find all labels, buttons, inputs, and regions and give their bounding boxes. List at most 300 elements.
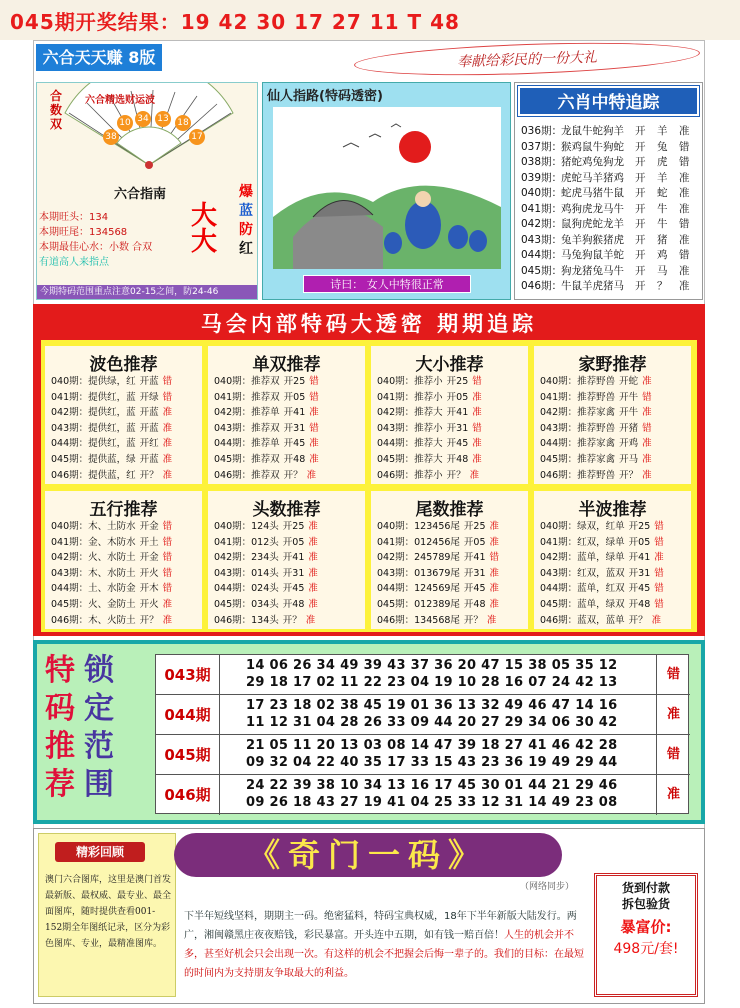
zodiac-cell-a: 鸡 bbox=[657, 249, 668, 261]
recommend-cell-k: 开25 bbox=[283, 376, 306, 387]
recommend-cell-r: 准 bbox=[489, 599, 500, 610]
recommend-cell-r: 准 bbox=[162, 454, 173, 465]
lock-cell-p: 045期 bbox=[156, 735, 220, 775]
recommend-cell-k: 开马 bbox=[619, 454, 639, 465]
ad-lines bbox=[597, 880, 695, 912]
recommend-cell-t: 提供红，蓝 bbox=[88, 438, 136, 450]
recommend-cell-k: 开蛇 bbox=[619, 376, 639, 387]
zodiac-cell-p: 038期： bbox=[521, 156, 563, 168]
recommend-row bbox=[377, 374, 482, 390]
lock-row bbox=[156, 735, 690, 775]
zodiac-cell-k: 开 bbox=[635, 187, 646, 199]
lock-char: 荐 bbox=[45, 767, 75, 802]
recommend-row bbox=[540, 581, 664, 597]
zodiac-cell-r: 错 bbox=[679, 249, 690, 261]
recommend-cell-t: 推荐野兽 bbox=[577, 469, 616, 481]
recommend-cell-k: 开蓝 bbox=[139, 407, 159, 419]
recommend-cell-r: 错 bbox=[162, 521, 173, 532]
recommend-cell-k: 开蓝 bbox=[139, 376, 159, 387]
big-characters: 大大 bbox=[191, 201, 218, 257]
recommend-cell-r: 准 bbox=[642, 438, 652, 450]
recommend-cell-k: 开31 bbox=[463, 567, 486, 579]
recommend-cell-k: 开木 bbox=[139, 583, 159, 595]
recommend-row bbox=[377, 436, 482, 452]
recommend-cell-r: 错 bbox=[162, 552, 173, 564]
ad-line: 货到付款 bbox=[621, 881, 670, 895]
recommend-cell-t: 红双，绿单 bbox=[577, 536, 625, 548]
bao-char: 爆 bbox=[239, 184, 253, 200]
recommend-cell-t: 推荐小 bbox=[414, 391, 443, 403]
recommend-box bbox=[371, 491, 528, 629]
recommend-row bbox=[214, 436, 319, 452]
zodiac-cell-k: 开 bbox=[635, 156, 646, 168]
recommend-cell-k: 开31 bbox=[283, 422, 306, 434]
recommend-cell-p: 041期： bbox=[214, 391, 252, 403]
recommend-cell-r: 准 bbox=[469, 469, 480, 481]
guide-line: 本期旺尾：134568 bbox=[39, 227, 128, 238]
recommend-cell-r: 准 bbox=[472, 407, 482, 419]
recommend-cell-t: 推荐大 bbox=[414, 407, 443, 419]
recommend-cell-p: 044期： bbox=[51, 438, 89, 450]
lock-table bbox=[155, 654, 689, 814]
zodiac-cell-k: 开 bbox=[635, 202, 646, 215]
zodiac-cell-z: 狗龙猪兔马牛 bbox=[561, 264, 624, 277]
zodiac-cell-k: 开 bbox=[635, 140, 646, 153]
zodiac-cell-z: 鼠狗虎蛇龙羊 bbox=[561, 218, 624, 230]
recommend-cell-k: 开05 bbox=[628, 536, 651, 548]
recommend-cell-p: 040期： bbox=[51, 376, 89, 387]
zodiac-cell-p: 046期： bbox=[521, 280, 563, 292]
zodiac-cell-k: 开 bbox=[635, 249, 646, 261]
recommend-cell-t: 014头 bbox=[251, 567, 279, 579]
recommend-cell-k: 开25 bbox=[282, 521, 305, 532]
recommend-row bbox=[377, 452, 482, 468]
recommend-cell-k: 开31 bbox=[446, 422, 469, 434]
recommend-cell-k: 开金 bbox=[139, 521, 159, 532]
recommend-cell-k: 开41 bbox=[446, 407, 469, 419]
lock-cell-r: 错 bbox=[656, 735, 690, 775]
lock-char: 推 bbox=[45, 729, 75, 764]
recommend-box-title: 头数推荐 bbox=[252, 500, 321, 520]
recommend-cell-p: 046期： bbox=[377, 614, 415, 626]
recommend-cell-r: 准 bbox=[489, 536, 500, 548]
recommend-cell-p: 044期： bbox=[214, 583, 252, 595]
recommend-cell-r: 准 bbox=[489, 521, 500, 532]
recommend-cell-k: 开牛 bbox=[619, 407, 639, 419]
recommend-cell-k: 开红 bbox=[139, 438, 159, 450]
recommend-cell-p: 044期： bbox=[377, 583, 415, 595]
recommend-cell-k: 开？ bbox=[463, 614, 483, 626]
recommend-cell-r: 准 bbox=[472, 454, 482, 465]
network-sync-label: （网络同步） bbox=[520, 882, 575, 892]
recommend-row bbox=[51, 436, 172, 452]
recommend-cell-k: 开48 bbox=[282, 599, 305, 610]
recommend-cell-r: 错 bbox=[472, 376, 482, 387]
recommend-cell-k: 开25 bbox=[463, 521, 486, 532]
guide-line: 本期旺头：134 bbox=[39, 212, 109, 223]
recommend-cell-r: 准 bbox=[308, 567, 318, 579]
recommend-cell-t: 推荐单 bbox=[251, 407, 280, 419]
recommend-cell-p: 041期： bbox=[540, 536, 578, 548]
price-value: 498元/套! bbox=[613, 941, 679, 957]
recommend-cell-k: 开25 bbox=[446, 376, 469, 387]
lock-char: 范 bbox=[84, 729, 114, 764]
zodiac-cell-z: 蛇虎马猪牛鼠 bbox=[561, 187, 624, 199]
recommend-cell-t: 木、土防水 bbox=[88, 521, 136, 532]
zodiac-cell-r: 错 bbox=[679, 156, 690, 168]
recommend-cell-t: 蓝单，绿单 bbox=[577, 552, 625, 564]
recommend-cell-k: 开45 bbox=[463, 583, 486, 595]
lock-cell-n2: 29 18 17 02 11 22 23 04 19 10 28 16 07 24 42 13 bbox=[246, 675, 618, 690]
zodiac-cell-r: 准 bbox=[679, 171, 690, 184]
recommend-row bbox=[540, 535, 664, 551]
recommend-row bbox=[214, 390, 319, 406]
zodiac-cell-z: 龙鼠牛蛇狗羊 bbox=[561, 125, 624, 137]
recommend-cell-p: 045期： bbox=[377, 454, 415, 465]
recommend-row bbox=[214, 550, 318, 566]
lock-char: 码 bbox=[45, 691, 75, 726]
recommend-row bbox=[377, 421, 482, 437]
recommend-cell-k: 开31 bbox=[628, 567, 651, 579]
zodiac-cell-p: 037期： bbox=[521, 140, 563, 153]
recommend-cell-p: 040期： bbox=[51, 521, 89, 532]
recommend-cell-k: 开48 bbox=[463, 599, 486, 610]
recommend-cell-r: 错 bbox=[162, 536, 173, 548]
lock-cell-n1: 14 06 26 34 49 39 43 37 36 20 47 15 38 05 35 12 bbox=[246, 658, 618, 673]
zodiac-cell-p: 039期： bbox=[521, 171, 563, 184]
recommend-cell-p: 042期： bbox=[540, 552, 578, 564]
fan-ball: 13 bbox=[155, 111, 171, 127]
lock-label-left bbox=[45, 652, 75, 804]
recommend-cell-t: 金、木防水 bbox=[88, 536, 136, 548]
recommend-cell-r: 准 bbox=[642, 469, 652, 481]
immortal-illustration bbox=[273, 107, 501, 269]
recommend-cell-t: 134568尾 bbox=[414, 614, 460, 626]
zodiac-tracker-panel bbox=[514, 82, 703, 300]
lock-row bbox=[156, 775, 690, 815]
review-title: 精彩回顾 bbox=[55, 842, 145, 862]
zodiac-cell-k: 开 bbox=[635, 280, 646, 292]
recommend-cell-k: 开05 bbox=[283, 391, 306, 403]
recommend-cell-k: 开41 bbox=[628, 552, 651, 564]
recommend-row bbox=[540, 374, 652, 390]
recommend-row bbox=[214, 519, 318, 535]
recommend-cell-p: 041期： bbox=[51, 391, 89, 403]
recommend-row bbox=[540, 421, 652, 437]
recommend-cell-r: 准 bbox=[489, 567, 500, 579]
recommend-cell-r: 准 bbox=[309, 454, 319, 465]
recommend-cell-t: 012456尾 bbox=[414, 536, 460, 548]
recommend-row bbox=[51, 581, 172, 597]
recommend-cell-r: 准 bbox=[309, 407, 319, 419]
recommend-cell-t: 推荐家禽 bbox=[577, 407, 616, 419]
lock-char: 锁 bbox=[84, 653, 114, 688]
recommend-cell-r: 准 bbox=[162, 422, 173, 434]
lock-range-inner bbox=[37, 644, 701, 820]
recommend-box-title: 尾数推荐 bbox=[415, 500, 484, 520]
recommend-row bbox=[377, 581, 499, 597]
recommend-cell-r: 准 bbox=[162, 407, 173, 419]
qimen-banner: 《奇门一码》 bbox=[174, 833, 562, 877]
results-title: 045期开奖结果：19 42 30 17 27 11 T 48 bbox=[10, 10, 460, 34]
recommend-cell-r: 错 bbox=[654, 583, 664, 595]
recommend-cell-k: 开41 bbox=[282, 552, 305, 564]
recommend-cell-t: 蓝单，绿双 bbox=[577, 599, 625, 610]
recommend-cell-p: 045期： bbox=[540, 599, 578, 610]
lock-range-section bbox=[33, 640, 705, 824]
recommend-cell-t: 推荐家禽 bbox=[577, 438, 616, 450]
recommend-row bbox=[51, 390, 172, 406]
fan-ball: 38 bbox=[103, 129, 119, 145]
recommend-cell-r: 准 bbox=[472, 438, 482, 450]
recommend-box-title: 波色推荐 bbox=[89, 355, 158, 375]
recommend-row bbox=[540, 519, 664, 535]
recommend-row bbox=[377, 535, 499, 551]
recommend-cell-p: 043期： bbox=[540, 567, 578, 579]
bao-char: 红 bbox=[239, 241, 253, 257]
recommend-row bbox=[51, 519, 172, 535]
zodiac-cell-r: 准 bbox=[679, 264, 690, 277]
recommend-row bbox=[214, 535, 318, 551]
zodiac-cell-k: 开 bbox=[635, 233, 646, 246]
zodiac-cell-a: ？ bbox=[657, 280, 668, 292]
recommend-cell-p: 044期： bbox=[540, 583, 578, 595]
recommend-cell-r: 错 bbox=[309, 422, 319, 434]
recommend-cell-t: 推荐小 bbox=[414, 422, 443, 434]
recommend-box-title: 半波推荐 bbox=[578, 500, 647, 520]
recommend-row bbox=[540, 390, 652, 406]
recommend-cell-t: 提供红，蓝 bbox=[88, 407, 136, 419]
recommend-row bbox=[51, 597, 172, 613]
lock-cell-n1: 21 05 11 20 13 03 08 14 47 39 18 27 41 46 42 28 bbox=[246, 738, 618, 753]
recommend-cell-r: 错 bbox=[654, 521, 664, 532]
zodiac-cell-z: 猪蛇鸡兔狗龙 bbox=[561, 156, 624, 168]
zodiac-cell-p: 043期： bbox=[521, 233, 563, 246]
recommend-row bbox=[51, 452, 172, 468]
recommend-cell-p: 040期： bbox=[377, 376, 415, 387]
recommend-cell-t: 推荐家禽 bbox=[577, 454, 616, 465]
insider-section bbox=[33, 304, 705, 636]
recommend-cell-r: 错 bbox=[654, 599, 664, 610]
recommend-box bbox=[208, 491, 365, 629]
review-text: 澳门六合图库，这里是澳门首发最新版、最权威、最专业、最全面图库，随时提供查看001-152期全年图纸记录，区分为彩色图库、专业，最精准图库。 bbox=[45, 875, 172, 949]
fan-title: 六合精选财运波 bbox=[85, 95, 155, 106]
zodiac-cell-z: 兔羊狗猴猪虎 bbox=[561, 233, 624, 246]
recommend-cell-r: 错 bbox=[309, 391, 319, 403]
recommend-cell-r: 准 bbox=[162, 599, 173, 610]
zodiac-cell-k: 开 bbox=[635, 125, 646, 137]
price-ad bbox=[594, 873, 698, 997]
recommend-cell-k: 开45 bbox=[283, 438, 306, 450]
recommend-cell-p: 040期： bbox=[214, 376, 252, 387]
recommend-cell-k: 开猪 bbox=[619, 422, 639, 434]
recommend-cell-p: 043期： bbox=[214, 567, 252, 579]
recommend-cell-t: 013679尾 bbox=[414, 567, 460, 579]
recommend-cell-r: 准 bbox=[308, 536, 318, 548]
range-note: 今期特码范围重点注意02-15之间，防24-46 bbox=[37, 285, 257, 299]
recommend-cell-k: 开05 bbox=[282, 536, 305, 548]
recommend-cell-t: 012389尾 bbox=[414, 599, 460, 610]
zodiac-cell-k: 开 bbox=[635, 171, 646, 184]
lock-label-right bbox=[79, 652, 119, 804]
recommend-cell-k: 开48 bbox=[446, 454, 469, 465]
recommend-cell-p: 046期： bbox=[214, 469, 252, 481]
recommend-cell-k: 开05 bbox=[446, 391, 469, 403]
recommend-row bbox=[51, 566, 172, 582]
zodiac-cell-r: 准 bbox=[679, 125, 690, 137]
insider-title: 马会内部特码大透密 期期追踪 bbox=[200, 311, 538, 336]
zodiac-cell-p: 040期： bbox=[521, 187, 563, 199]
zodiac-cell-k: 开 bbox=[635, 218, 646, 230]
guide-panel bbox=[36, 82, 258, 300]
recommend-cell-r: 错 bbox=[489, 552, 500, 564]
recommend-cell-k: 开45 bbox=[628, 583, 651, 595]
recommend-cell-k: 开25 bbox=[628, 521, 651, 532]
recommend-cell-p: 040期： bbox=[540, 376, 578, 387]
recommend-cell-k: 开？ bbox=[619, 469, 639, 481]
recommend-cell-t: 火、水防土 bbox=[88, 552, 136, 564]
recommend-row bbox=[377, 566, 499, 582]
recommend-cell-p: 040期： bbox=[214, 521, 252, 532]
recommend-cell-r: 准 bbox=[162, 438, 173, 450]
zodiac-cell-r: 准 bbox=[679, 202, 690, 215]
recommend-row bbox=[214, 468, 316, 484]
recommend-cell-k: 开45 bbox=[446, 438, 469, 450]
recommend-row bbox=[51, 535, 172, 551]
recommend-cell-t: 提供红，蓝 bbox=[88, 391, 136, 403]
recommend-cell-k: 开牛 bbox=[619, 391, 639, 403]
recommend-cell-r: 准 bbox=[308, 552, 318, 564]
recommend-row bbox=[540, 452, 652, 468]
recommend-cell-r: 错 bbox=[162, 567, 173, 579]
recommend-cell-t: 推荐双 bbox=[251, 422, 280, 434]
recommend-cell-k: 开绿 bbox=[139, 391, 159, 403]
recommend-cell-p: 043期： bbox=[540, 422, 578, 434]
heshu-label: 合数双 bbox=[49, 89, 62, 131]
zodiac-cell-p: 042期： bbox=[521, 218, 563, 230]
recommend-cell-r: 错 bbox=[642, 422, 652, 434]
recommend-row bbox=[377, 468, 479, 484]
recommend-cell-t: 推荐野兽 bbox=[577, 376, 616, 387]
recommend-cell-r: 错 bbox=[472, 422, 482, 434]
recommend-cell-k: 开41 bbox=[463, 552, 486, 564]
lock-cell-p: 046期 bbox=[156, 775, 220, 815]
recommend-cell-r: 准 bbox=[308, 521, 318, 532]
recommend-cell-t: 推荐小 bbox=[414, 469, 443, 481]
recommend-grid bbox=[41, 340, 697, 632]
lock-cell-n2: 11 12 31 04 28 26 33 09 44 20 27 29 34 06 30 42 bbox=[246, 715, 618, 730]
recommend-cell-p: 040期： bbox=[540, 521, 578, 532]
recommend-cell-p: 041期： bbox=[377, 391, 415, 403]
recommend-box-title: 家野推荐 bbox=[578, 355, 647, 375]
ad-line: 拆包验货 bbox=[621, 897, 670, 911]
recommend-cell-r: 准 bbox=[162, 614, 173, 626]
recommend-cell-r: 准 bbox=[308, 583, 318, 595]
recommend-cell-k: 开鸡 bbox=[619, 438, 639, 450]
recommend-cell-t: 234头 bbox=[251, 552, 279, 564]
recommend-row bbox=[214, 452, 319, 468]
fan-ball: 18 bbox=[175, 115, 191, 131]
lock-cell-r: 错 bbox=[656, 655, 690, 695]
recommend-cell-t: 245789尾 bbox=[414, 552, 460, 564]
recommend-cell-r: 准 bbox=[642, 376, 652, 387]
recommend-cell-r: 准 bbox=[642, 454, 652, 465]
recommend-cell-t: 134头 bbox=[251, 614, 279, 626]
recommend-cell-t: 推荐野兽 bbox=[577, 422, 616, 434]
recommend-cell-t: 蓝双，蓝单 bbox=[577, 614, 625, 626]
lock-cell-n1: 17 23 18 02 38 45 19 01 36 13 32 49 46 47 14 16 bbox=[246, 698, 618, 713]
recommend-cell-p: 042期： bbox=[540, 407, 578, 419]
recommend-cell-t: 土、水防金 bbox=[88, 583, 136, 595]
recommend-cell-r: 错 bbox=[642, 391, 652, 403]
recommend-box bbox=[45, 346, 202, 484]
zodiac-cell-a: 马 bbox=[657, 264, 668, 277]
recommend-cell-k: 开？ bbox=[446, 469, 466, 481]
recommend-cell-r: 准 bbox=[486, 614, 497, 626]
guide-title: 六合指南 bbox=[113, 187, 166, 202]
recommend-cell-p: 042期： bbox=[377, 407, 415, 419]
recommend-row bbox=[214, 613, 315, 629]
recommend-cell-p: 045期： bbox=[214, 454, 252, 465]
lock-char: 定 bbox=[84, 691, 114, 726]
recommend-cell-p: 046期： bbox=[51, 614, 89, 626]
recommend-row bbox=[377, 613, 496, 629]
recommend-cell-t: 推荐双 bbox=[251, 454, 280, 465]
recommend-row bbox=[214, 581, 318, 597]
recommend-cell-p: 043期： bbox=[377, 567, 415, 579]
recommend-cell-k: 开土 bbox=[139, 536, 159, 548]
zodiac-cell-z: 鸡狗虎龙马牛 bbox=[561, 202, 624, 215]
recommend-cell-k: 开？ bbox=[139, 614, 159, 626]
recommend-cell-p: 044期： bbox=[540, 438, 578, 450]
recommend-row bbox=[540, 468, 652, 484]
recommend-cell-p: 042期： bbox=[377, 552, 415, 564]
recommend-cell-p: 041期： bbox=[51, 536, 89, 548]
zodiac-tracker-title: 六肖中特追踪 bbox=[518, 86, 699, 116]
recommend-cell-p: 042期： bbox=[51, 552, 89, 564]
recommend-cell-k: 开蓝 bbox=[139, 454, 159, 465]
recommend-box bbox=[534, 346, 691, 484]
recommend-cell-t: 推荐野兽 bbox=[577, 391, 616, 403]
recommend-cell-t: 推荐双 bbox=[251, 469, 280, 481]
bao-char: 防 bbox=[239, 222, 253, 238]
recommend-cell-t: 火、金防土 bbox=[88, 599, 136, 610]
lock-cell-n2: 09 32 04 22 40 35 17 33 15 43 23 36 19 49 29 44 bbox=[246, 755, 618, 770]
recommend-cell-r: 准 bbox=[489, 583, 500, 595]
recommend-cell-k: 开48 bbox=[628, 599, 651, 610]
description-a: 下半年短线坚料，期期主一码。绝密猛料，特码宝典权威，18年下半年新版大陆发行。两广，湘闽赣黑庄夜夜赔钱，彩民暴富。开头连中五期，如有钱一赔百倍！ bbox=[184, 911, 577, 941]
recommend-cell-t: 推荐小 bbox=[414, 376, 443, 387]
zodiac-cell-r: 错 bbox=[679, 140, 690, 153]
recommend-box bbox=[371, 346, 528, 484]
recommend-cell-p: 041期： bbox=[214, 536, 252, 548]
lock-char: 围 bbox=[84, 767, 114, 802]
zodiac-cell-a: 兔 bbox=[657, 140, 668, 153]
recommend-row bbox=[51, 374, 172, 390]
recommend-box-title: 单双推荐 bbox=[252, 355, 321, 375]
guide-line: 本期最佳心水：小数 合双 bbox=[39, 242, 153, 253]
recommend-cell-t: 推荐双 bbox=[251, 391, 280, 403]
recommend-cell-t: 推荐大 bbox=[414, 438, 443, 450]
description-text bbox=[184, 907, 589, 983]
recommend-cell-k: 开火 bbox=[139, 599, 159, 610]
recommend-row bbox=[51, 468, 172, 484]
recommend-cell-t: 推荐单 bbox=[251, 438, 280, 450]
recommend-cell-k: 开金 bbox=[139, 552, 159, 564]
zodiac-cell-z: 牛鼠羊虎猪马 bbox=[561, 280, 624, 292]
zodiac-cell-p: 041期： bbox=[521, 202, 563, 215]
recommend-row bbox=[51, 405, 172, 421]
